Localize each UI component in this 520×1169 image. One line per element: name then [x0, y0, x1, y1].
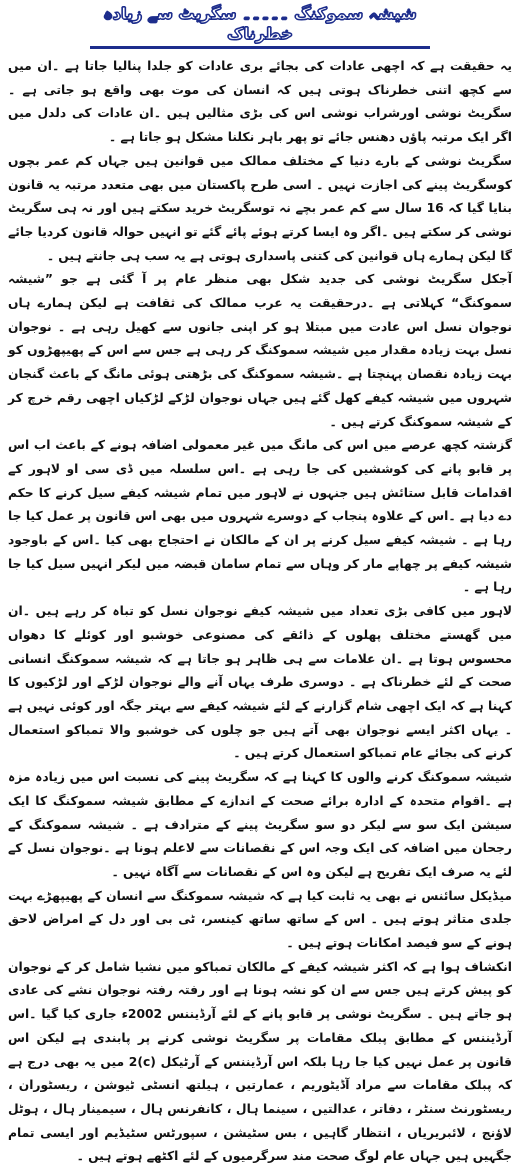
paragraph: شیشہ سموکنگ کرنے والوں کا کہنا ہے کہ سگریٹ پینے کی نسبت اس میں زیادہ مزہ ہے ۔اقوام متحدہ کے ادارہ برائے صحت کے اندازے کے مطابق شیشہ سموکنگ کا ایک سیشن ایک سو سے لیکر دو سو سگریٹ پینے کے مترادف ہے ۔ شیشہ سموکنگ کے رجحان میں اضافہ کی ایک وجہ اس کے نقصانات سے لاعلم ہونا ہے ۔نوجوان نسل کے لئے یہ صرف ایک تفریح ہے لیکن وہ اس کے نقصانات سے آگاہ نہیں ۔ — [8, 770, 512, 879]
paragraph: لاہور میں کافی بڑی تعداد میں شیشہ کیفے نوجوان نسل کو تباہ کر رہے ہیں ۔ان میں گھستے مختلف پھلوں کے ذائقے کی مصنوعی خوشبو اور کوئلے کا دھواں محسوس ہوتا ہے ۔ان علامات سے ہی ظاہر ہو جاتا ہے کہ شیشہ سموکنگ انسانی صحت کے لئے خطرناک ہے ۔ دوسری طرف یہاں آنے والے نوجوان لڑکے اور لڑکیوں کا کہنا ہے کہ ایک اچھی شام گزارنے کے لئے شیشہ کیفے سے بہتر جگہ اور کوئی نہیں ہے ۔ یہاں اکثر ایسے نوجوان بھی آتے ہیں جو چلوں کی خوشبو والا تمباکو استعمال کرنے کی بجائے عام تمباکو استعمال کرتے ہیں ۔ — [8, 604, 512, 761]
article-body — [8, 55, 512, 1169]
paragraph: آجکل سگریٹ نوشی کی جدید شکل بھی منظر عام پر آ گئی ہے جو ”شیشہ سموکنگ“ کہلاتی ہے ۔درحقیقت یہ عرب ممالک کی ثقافت ہے لیکن ہمارے ہاں نوجوان نسل اس عادت میں مبتلا ہو کر اپنی جانوں سے کھیل رہی ہے ۔ نوجوان نسل بہت زیادہ مقدار میں شیشہ سموکنگ کر رہی ہے جس سے اس کے پھیپھڑوں کو بہت زیادہ نقصان پہنچتا ہے ۔شیشہ سموکنگ کی بڑھتی ہوئی مانگ کے باعث گنجان شہروں میں شیشہ کیفے کھل گئے ہیں جہاں نوجوان لڑکے لڑکیاں اچھی رقم خرچ کر کے شیشہ سموکنگ کرتے ہیں ۔ — [8, 272, 512, 429]
paragraph: میڈیکل سائنس نے بھی یہ ثابت کیا ہے کہ شیشہ سموکنگ سے انسان کے پھیپھڑے بہت جلدی متاثر ہوتے ہیں ۔ اس کے ساتھ ساتھ کینسر، ٹی بی اور دل کے امراض لاحق ہونے کے سو فیصد امکانات ہوتے ہیں ۔ — [8, 888, 512, 951]
paragraph: سگریٹ نوشی کے بارے دنیا کے مختلف ممالک میں قوانین ہیں جہاں کم عمر بچوں کوسگریٹ پینے کی اجازت نہیں ۔ اسی طرح پاکستان میں بھی متعدد مرتبہ یہ قانون بنایا گیا کہ 16 سال سے کم عمر بچے نہ توسگریٹ خرید سکتے ہیں اور نہ ہی سگریٹ نوشی کر سکتے ہیں ۔اگر وہ ایسا کرتے ہوئے پائے گئے تو انہیں حوالہ قانون کردیا جائے گا لیکن ہمارے ہاں قوانین کی کتنی پاسداری ہوتی ہے یہ سب ہی جانتے ہیں ۔ — [8, 153, 512, 263]
paragraph: انکشاف ہوا ہے کہ اکثر شیشہ کیفے کے مالکان تمباکو میں نشیا شامل کر کے نوجوان کو پیش کرتے ہیں جس سے ان کو نشہ ہونا ہے اور رفتہ رفتہ نوجوان نشے کی عادی ہو جاتے ہیں ۔ سگریٹ نوشی پر قابو پانے کے لئے آرڈیننس 2002ء جاری کیا گیا ۔اس آرڈیننس کے مطابق پبلک مقامات پر سگریٹ نوشی کرنے پر پابندی ہے لیکن اس قانون پر عمل نہیں کیا جا رہا بلکہ اس آرڈیننس کے آرٹیکل (c)2 میں یہ بھی درج ہے کہ پبلک مقامات سے مراد آڈیٹوریم ، عمارتیں ، ہیلتھ انسٹی ٹیوشن ، ریسٹوران ، ریسٹورنٹ سنٹر ، دفاتر ، عدالتیں ، سینما ہال ، کانفرنس ہال ، سیمینار ہال ، ہوٹل لاؤنج ، لائبریریاں ، انتظار گاہیں ، بس سٹیشن ، سپورٹس سٹیڈیم اور ایسی تمام جگہیں ہیں جہاں عام لوگ صحت مند سرگرمیوں کے لئے اکٹھے ہوتے ہیں ۔ — [8, 959, 512, 1164]
paragraph: گزشتہ کچھ عرصے میں اس کی مانگ میں غیر معمولی اضافہ ہونے کے باعث اب اس پر قابو پانے کی کوششیں کی جا رہی ہے ۔اس سلسلہ میں ڈی سی او لاہور کے اقدامات قابل ستائش ہیں جنہوں نے لاہور میں تمام شیشہ کیفے سیل کرنے کا حکم دے دیا ہے ۔اس کے علاوہ پنجاب کے دوسرے شہروں میں بھی اس قانون پر عمل کیا جا رہا ہے ۔ شیشہ کیفے سیل کرنے پر ان کے مالکان نے احتجاج بھی کیا ۔اس کے باوجود شیشہ کیفے پر چھاپے مار کر وہاں سے تمام سامان قبضہ میں لیکر انہیں سیل کیا جا رہا ہے ۔ — [8, 438, 512, 595]
article-title: شیشہ سموکنگ ۔۔۔۔۔ سگریٹ سے زیادہ خطرناک — [80, 4, 440, 49]
paragraph: یہ حقیقت ہے کہ اچھی عادات کی بجائے بری عادات کو جلدا پنالیا جاتا ہے ۔ان میں سے کچھ اتنی خطرناک ہوتی ہیں کہ انسان کی موت بھی واقع ہو جاتی ہے ۔سگریٹ نوشی اورشراب نوشی اس کی بڑی مثالیں ہیں ۔ان عادات کی دلدل میں اگر ایک مرتبہ پاؤں دھنس جائے تو پھر باہر نکلنا مشکل ہو جاتا ہے ۔ — [8, 59, 512, 145]
